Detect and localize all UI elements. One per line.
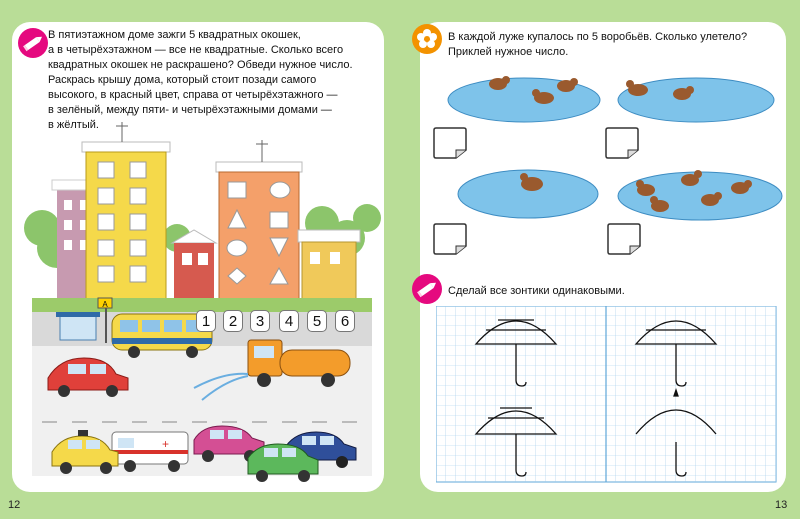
puddles-illustration bbox=[420, 60, 786, 240]
number-box-1[interactable]: 1 bbox=[196, 310, 216, 332]
task-text: В пятиэтажном доме зажги 5 квадратных окошек, а в четырёхэтажном — все не квадратные. Сколько всего квадратных окошек не раскрашено? Обведи нужное число. Раскрась крышу дома, который стоит позади самого высокого, в красный цвет, справа от четырёхэтажного — в зелёный, между пяти- и четырёхэтажными домами — в жёлтый. bbox=[48, 29, 353, 131]
bus-stop-sign: А bbox=[102, 300, 108, 309]
svg-text:+: + bbox=[162, 437, 170, 451]
pencil-icon bbox=[412, 274, 442, 304]
right-page bbox=[420, 22, 786, 492]
flower-badge bbox=[412, 24, 442, 54]
task1-text: В каждой луже купалось по 5 воробьёв. Сколько улетело? Приклей нужное число. bbox=[448, 31, 748, 58]
answer-box-4[interactable] bbox=[606, 222, 642, 256]
page-number-right: 13 bbox=[775, 499, 788, 511]
pencil-badge-2 bbox=[412, 274, 442, 304]
pencil-icon bbox=[18, 28, 48, 58]
puddle-2 bbox=[618, 78, 774, 122]
city-illustration bbox=[12, 118, 384, 492]
answer-box-1[interactable] bbox=[432, 126, 468, 160]
page-number-left: 12 bbox=[8, 499, 21, 511]
five-storey-house bbox=[82, 122, 170, 302]
number-box-6[interactable]: 6 bbox=[335, 310, 355, 332]
answer-box-3[interactable] bbox=[432, 222, 468, 256]
puddle-3 bbox=[458, 170, 598, 218]
answer-box-2[interactable] bbox=[604, 126, 640, 160]
left-page bbox=[12, 22, 384, 492]
number-box-4[interactable]: 4 bbox=[279, 310, 299, 332]
small-house-red bbox=[172, 230, 216, 301]
puddle-1 bbox=[448, 76, 600, 122]
puddle-4 bbox=[618, 170, 782, 220]
small-house-yellow bbox=[298, 230, 360, 300]
umbrella-grid[interactable] bbox=[436, 306, 780, 486]
flower-icon bbox=[412, 24, 442, 54]
number-box-3[interactable]: 3 bbox=[250, 310, 270, 332]
pencil-badge bbox=[18, 28, 48, 58]
task2-text: Сделай все зонтики одинаковыми. bbox=[448, 285, 625, 297]
four-storey-house bbox=[216, 140, 302, 302]
number-box-2[interactable]: 2 bbox=[223, 310, 243, 332]
number-box-5[interactable]: 5 bbox=[307, 310, 327, 332]
